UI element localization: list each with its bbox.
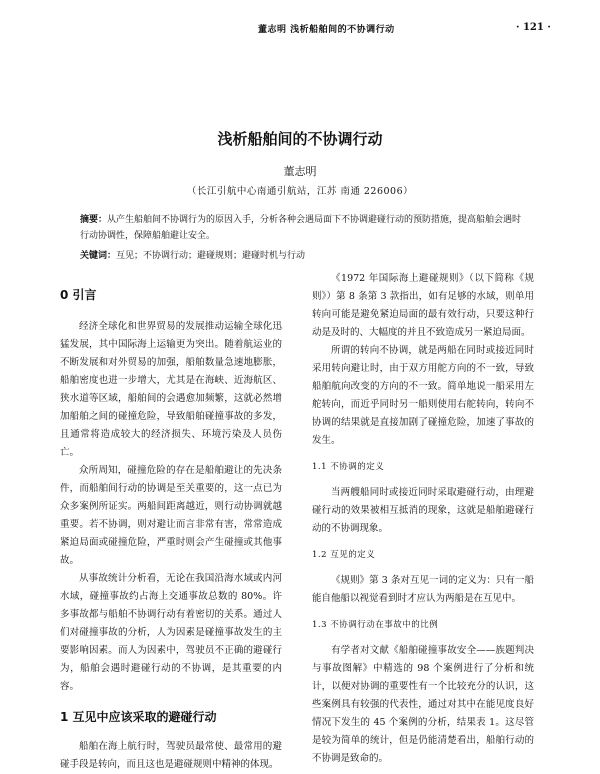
abstract [80, 212, 530, 244]
paragraph: 《规则》第 3 条对互见一词的定义为：只有一船能自他船以视觉看到时才应认为两船是在互见中。 [312, 575, 534, 604]
page-number: · 121 · [516, 22, 551, 33]
subsection-1-1-title: 1.1 不协调的定义 [312, 462, 385, 472]
paragraph: 从事故统计分析看，无论在我国沿海水域或内河水域，碰撞事故约占海上交通事故总数的 80%。许多事故都与船舶不协调行动有着密切的关系。通过人们对碰撞事故的分析，人为因素是碰撞事故发生的主要影响因素。而人为因素中，驾驶员不正确的避碰行为，船舶会遇时避碰行动的不协调，是其重要的内容。 [60, 573, 282, 692]
author: 董志明 [283, 165, 317, 178]
right-column [312, 270, 534, 768]
section-1-title: 1 互见中应该采取的避碰行动 [60, 710, 217, 724]
paragraph: 当两艘船同时或接近同时采取避碰行动，由理避碰行动的效果被相互抵消的现象，这就是船舶避碰行动的不协调现象。 [312, 487, 534, 534]
keywords [80, 248, 530, 261]
subsection-1-2-title: 1.2 互见的定义 [312, 550, 376, 560]
left-column [60, 286, 282, 774]
abstract-text: 从产生船舶间不协调行为的原因入手，分析各种会遇局面下不协调避碰行动的预防措施，提高船舶会遇时行动协调性，保障船舶避让安全。 [80, 215, 522, 241]
paragraph: 众所周知，碰撞危险的存在是船舶避让的先决条件，而船舶间行动的协调是至关重要的，这一点已为众多案例所证实。两船间距离越近，则行动协调就越重要。若不协调，则对避让而言非常有害，常常造成紧迫局面或碰撞危险，严重时则会产生碰撞或其他事故。 [60, 465, 282, 566]
subsection-1-3-title: 1.3 不协调行动在事故中的比例 [312, 620, 439, 630]
keywords-label: 关键词： [80, 251, 117, 261]
affiliation: （长江引航中心南通引航站，江苏 南通 226006） [186, 186, 414, 197]
article-title: 浅析船舶间的不协调行动 [217, 130, 383, 148]
section-0-title: 0 引言 [60, 288, 97, 302]
running-header [0, 22, 600, 42]
abstract-label: 摘要： [80, 215, 108, 225]
running-title: 董志明 浅析船舶间的不协调行动 [258, 25, 395, 35]
paragraph: 《1972 年国际海上避碰规则》（以下简称《规则》）第 8 条第 3 款指出，如有足够的水域，则单用转向可能是避免紧迫局面的最有效行动，只要这种行动是及时的、大幅度的并且不致造成另一紧迫局面。 [312, 273, 534, 338]
paragraph: 所谓的转向不协调，就是两船在同时或接近同时采用转向避让时，由于双方用舵方向的不一致，导致船舶航向改变的方向的不一致。简单地说一船采用左舵转向，而近乎同时另一船则使用右舵转向，转向不协调的结果就是直接加剧了碰撞危险，加速了事故的发生。 [312, 345, 534, 446]
paragraph: 有学者对文献《船舶碰撞事故安全——族题判决与事故图解》中精选的 98 个案例进行了分析和统计，以便对协调的重要性有一个比较充分的认识，这些案例具有较强的代表性，通过对其中在能见度良好情况下发生的 45 个案例的分析，结果表 1。这尽管是较为简单的统计，但是仍能清楚看出，船舶行动的不协调是致命的。 [312, 645, 534, 764]
keywords-text: 互见；不协调行动；避碰规则；避碰时机与行动 [116, 251, 306, 261]
paragraph: 船舶在海上航行时，驾驶员最常使、最常用的避碰手段是转向，而且这也是避碰规则中精神的体现。 [60, 741, 282, 770]
paragraph: 经济全球化和世界贸易的发展推动运输全球化迅猛发展，其中国际海上运输更为突出。随着航运业的不断发展和对外贸易的加强，船舶数量急速地膨胀，船舶密度也进一步增大，尤其是在海峡、近海航区、狭水道等区域，船舶间的会遇愈加频繁，这就必然增加船舶之间的碰撞危险，导致船舶碰撞事故的多发，且通常将造成较大的经济损失、环境污染及人员伤亡。 [60, 321, 282, 458]
